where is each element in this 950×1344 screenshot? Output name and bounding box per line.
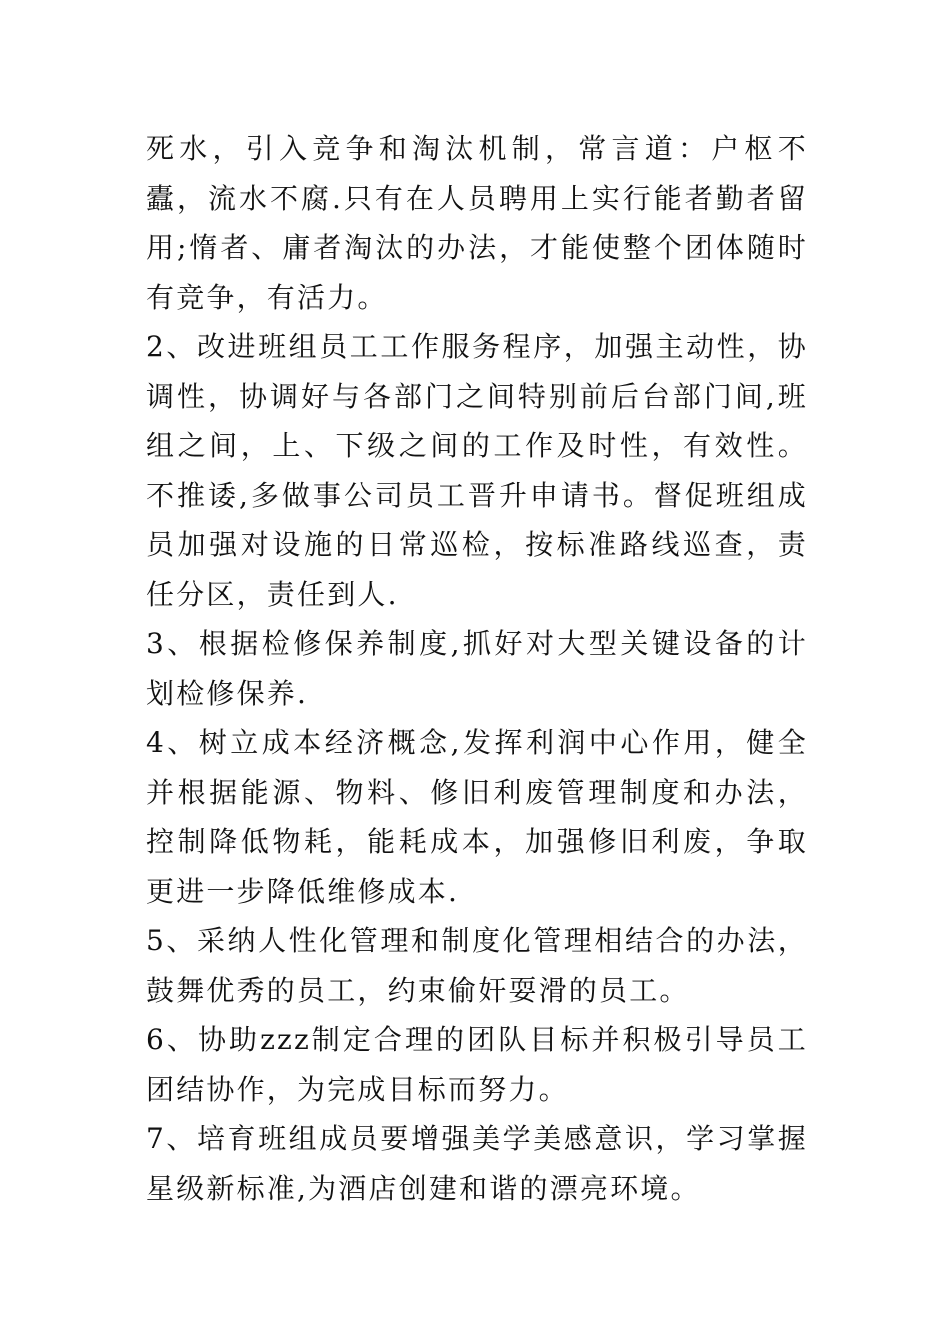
paragraph-1: 死水，引入竞争和淘汰机制，常言道：户枢不蠹，流水不腐.只有在人员聘用上实行能者勤者留用;惰者、庸者淘汰的办法，才能使整个团体随时有竞争，有活力。 [146, 132, 808, 314]
paragraph-4: 4、树立成本经济概念,发挥利润中心作用，健全并根据能源、物料、修旧利废管理制度和办法，控制降低物耗，能耗成本，加强修旧利废，争取更进一步降低维修成本. [146, 726, 808, 908]
paragraph-5: 5、采纳人性化管理和制度化管理相结合的办法，鼓舞优秀的员工，约束偷奸耍滑的员工。 [146, 924, 808, 1007]
paragraph-7: 7、培育班组成员要增强美学美感意识，学习掌握星级新标准,为酒店创建和谐的漂亮环境。 [146, 1122, 808, 1205]
paragraph-3: 3、根据检修保养制度,抓好对大型关键设备的计划检修保养. [146, 627, 808, 710]
document-body [146, 124, 808, 1213]
paragraph-2: 2、改进班组员工工作服务程序，加强主动性，协调性，协调好与各部门之间特别前后台部门间,班组之间，上、下级之间的工作及时性，有效性。不推诿,多做事公司员工晋升申请书。督促班组成员加强对设施的日常巡检，按标准路线巡查，责任分区，责任到人. [146, 330, 808, 611]
paragraph-6: 6、协助zzz制定合理的团队目标并积极引导员工团结协作，为完成目标而努力。 [146, 1023, 808, 1106]
